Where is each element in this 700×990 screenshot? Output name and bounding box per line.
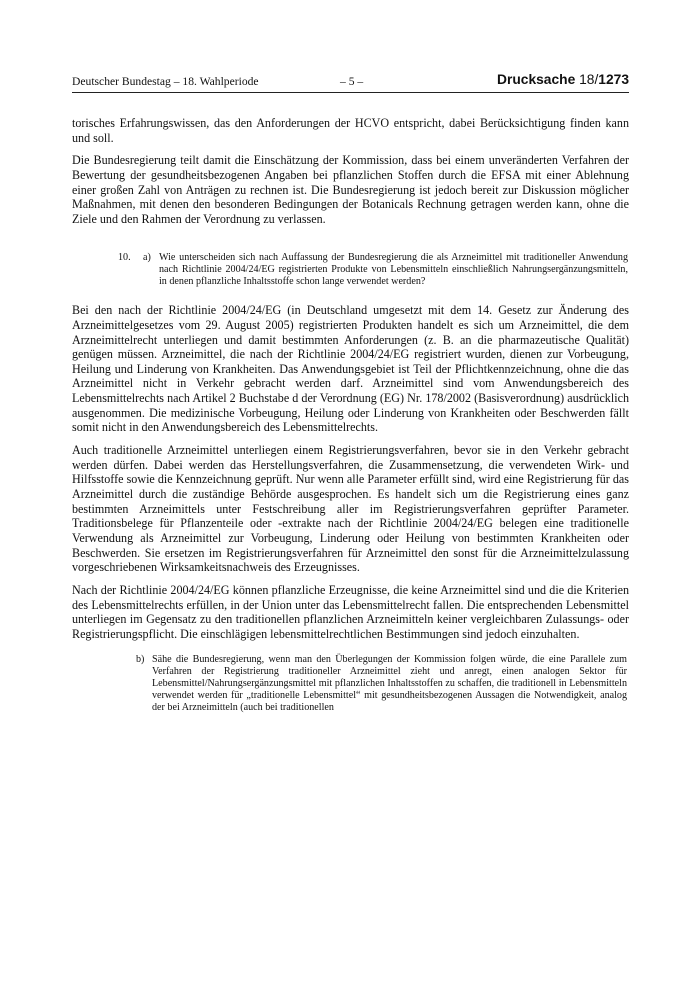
paragraph: Die Bundesregierung teilt damit die Einschätzung der Kommission, dass bei einem unveränderten Verfahren der Bewertung der gesundheitsbezogenen Angaben bei pflanzlichen Stoffen durch die EFSA mit einer Ablehnung einer großen Zahl von Anträgen zu rechnen ist. Die Bundesregierung ist jedoch bereit zur Diskussion möglicher Maßnahmen, mit denen den besonderen Bedingungen der Botanicals Rechnung getragen werden kann, ohne die Ziele und den Rahmen der Verordnung zu verlassen. <box>72 153 629 226</box>
answer-paragraph: Nach der Richtlinie 2004/24/EG können pflanzliche Erzeugnisse, die keine Arzneimittel sind und die die Kriterien des Lebensmittelrechts erfüllen, in der Union unter das Lebensmittelrecht fallen. Die entsprechenden Lebensmittel unterliegen im Gegensatz zu den traditionellen pflanzlichen Arzneimitteln keiner vergleichbaren Zulassungs- oder Registrierungspflicht. Die einschlägigen lebensmittelrechtlichen Bestimmungen sind jedoch einzuhalten. <box>72 583 629 641</box>
drucksache-number: 1273 <box>598 72 629 87</box>
question-text: Sähe die Bundesregierung, wenn man den Überlegungen der Kommission folgen würde, die eine Parallele zum Verfahren der Registrierung traditioneller Arzneimittel zieht und anregt, einen analogen Sektor für Lebensmittel/Nahrungsergänzungsmittel mit pflanzlichen Inhaltsstoffen zu schaffen, die traditionell in Lebensmitteln verwendet werden für „traditionelle Lebensmittel“ mit gesundheitsbezogenen Aussagen die Notwendigkeit, analog der bei Arzneimitteln (auch bei traditionellen <box>152 653 627 714</box>
question-number: 10. <box>118 251 131 263</box>
drucksache-label: Drucksache <box>497 72 576 87</box>
question-letter: a) <box>143 251 151 263</box>
answer-paragraph: Bei den nach der Richtlinie 2004/24/EG (in Deutschland umgesetzt mit dem 14. Gesetz zur Änderung des Arzneimittelgesetzes vom 29. August 2005) registrierten Produkten handelt es sich um Arzneimittel, die dem Arzneimittelrecht unterliegen und damit bestimmten Anforderungen (z. B. an die pharmazeutische Qualität) genügen müssen. Arzneimittel, die nach der Richtlinie 2004/24/EG registriert wurden, dienen zur Vorbeugung, Heilung und Linderung von Krankheiten. Das Anwendungsgebiet ist Teil der Pflichtkennzeichnung, ohne die das Arzneimittel nicht in Verkehr gebracht werden darf. Arzneimittel sind vom Anwendungsbereich des Lebensmittelrechts nach Artikel 2 Buchstabe d der Verordnung (EG) Nr. 178/2002 (Basisverordnung) ausdrücklich ausgenommen. Die medizinische Vorbeugung, Heilung oder Linderung von Krankheiten oder Beschwerden fällt somit nicht in den Anwendungsbereich des Lebensmittelrechts. <box>72 303 629 435</box>
page-header <box>72 72 629 92</box>
header-parliament-term: Deutscher Bundestag – 18. Wahlperiode <box>72 75 259 88</box>
question-10a <box>118 252 628 289</box>
header-drucksache <box>497 72 629 87</box>
header-page-number: – 5 – <box>340 75 364 88</box>
answer-paragraph: Auch traditionelle Arzneimittel unterliegen einem Registrierungsverfahren, bevor sie in den Verkehr gebracht werden dürfen. Dabei werden das Herstellungsverfahren, die Zusammensetzung, die verwendeten Wirk- und Hilfsstoffe sowie die Kennzeichnung geprüft. Nur wenn alle Parameter erfüllt sind, wird eine Registrierung für das Arzneimittel durch die zuständige Behörde ausgesprochen. Es handelt sich um die Registrierung eines ganz bestimmten Arzneimittels unter Festschreibung aller im Registrierungsverfahren geprüfter Parameter. Traditionsbelege für Pflanzenteile oder -extrakte nach der Richtlinie 2004/24/EG belegen eine traditionelle Verwendung als Arzneimittel zur Vorbeugung, Linderung oder Heilung von bestimmten Krankheiten oder Beschwerden. Sie ersetzen im Registrierungsverfahren für Arzneimittel den sonst für die Arzneimittelzulassung vorgeschriebenen Wirksamkeitsnachweis des Erzeugnisses. <box>72 443 629 575</box>
question-letter: b) <box>136 653 145 665</box>
drucksache-number-prefix: 18/ <box>579 72 599 87</box>
header-rule <box>72 92 629 93</box>
page-body <box>72 116 629 715</box>
paragraph: torisches Erfahrungswissen, das den Anforderungen der HCVO entspricht, dabei Berücksichtigung finden kann und soll. <box>72 116 629 145</box>
question-text: Wie unterscheiden sich nach Auffassung der Bundesregierung die als Arzneimittel mit traditioneller Anwendung nach Richtlinie 2004/24/EG registrierten Produkte von Lebensmitteln einschließlich Nahrungsergänzungsmitteln, in denen pflanzliche Inhaltsstoffe schon lange verwendet werden? <box>159 251 628 287</box>
question-10b <box>136 654 627 715</box>
